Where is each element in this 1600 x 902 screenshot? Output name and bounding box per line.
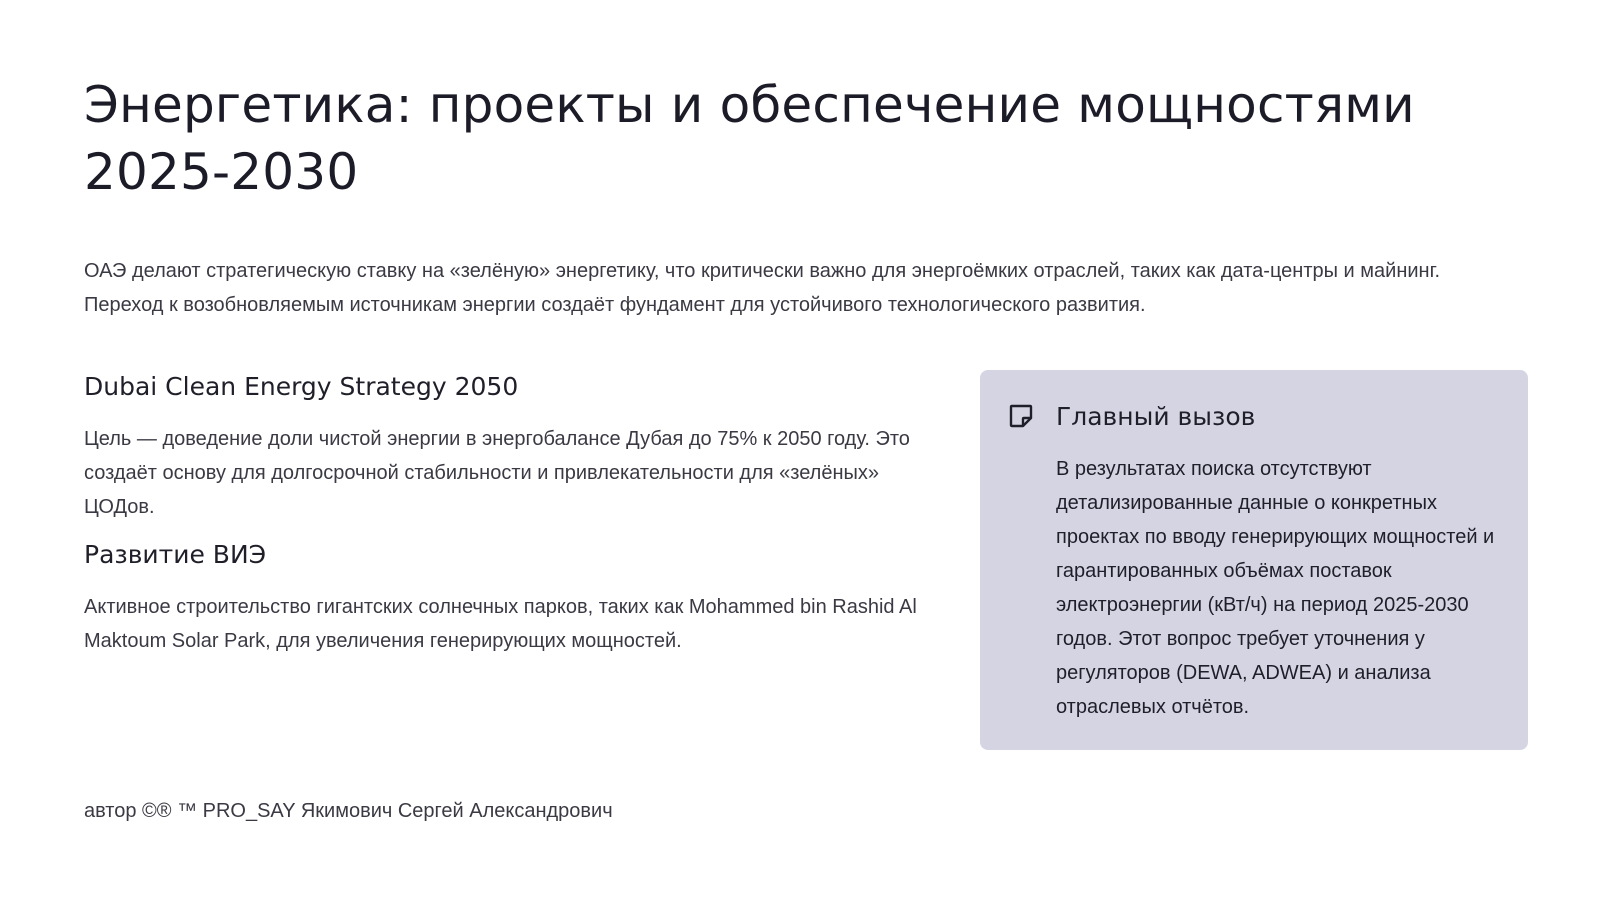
- left-column: [84, 370, 924, 672]
- content-columns: [84, 370, 1524, 750]
- section-heading-strategy: Dubai Clean Energy Strategy 2050: [84, 372, 519, 401]
- callout-box: [980, 370, 1528, 750]
- section-text-renewables: Активное строительство гигантских солнечных парков, таких как Mohammed bin Rashid Al Maktoum Solar Park, для увеличения генерирующих мощностей.: [84, 596, 917, 652]
- intro-paragraph: ОАЭ делают стратегическую ставку на «зелёную» энергетику, что критически важно для энергоёмких отраслей, таких как дата-центры и майнинг. Переход к возобновляемым источникам энергии создаёт фундамент для устойчивого технологического развития.: [84, 260, 1440, 316]
- callout-title: Главный вызов: [1056, 401, 1256, 431]
- author-footer: автор ©® ™ PRO_SAY Якимович Сергей Александрович: [84, 800, 613, 822]
- page-title: Энергетика: проекты и обеспечение мощностями 2025-2030: [84, 76, 1415, 201]
- section-heading-renewables: Развитие ВИЭ: [84, 540, 267, 569]
- section-text-strategy: Цель — доведение доли чистой энергии в энергобалансе Дубая до 75% к 2050 году. Это создаёт основу для долгосрочной стабильности и привлекательности для «зелёных» ЦОДов.: [84, 428, 910, 518]
- callout-header: [1008, 396, 1500, 436]
- slide: [84, 72, 1524, 750]
- note-icon: [1008, 403, 1034, 429]
- callout-text: В результатах поиска отсутствуют детализированные данные о конкретных проектах по вводу генерирующих мощностей и гарантированных объёмах поставок электроэнергии (кВт/ч) на период 2025-2030 годов. Этот вопрос требует уточнения у регуляторов (DEWA, ADWEA) и анализа отраслевых отчётов.: [1056, 458, 1495, 718]
